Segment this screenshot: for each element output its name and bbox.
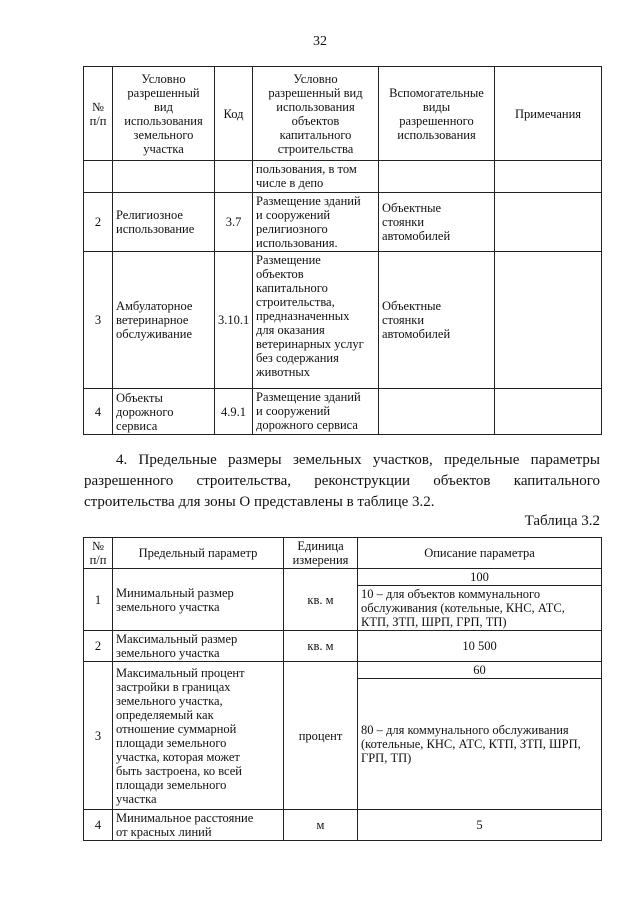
row-objects: Размещение объектов капитального строительства, предназначенных для оказания ветеринарных услуг без содержания животных: [253, 252, 379, 389]
row-notes: [495, 252, 602, 389]
row-num: 4: [84, 810, 113, 841]
table-row: [84, 161, 602, 193]
body-paragraph: 4. Предельные размеры земельных участков, предельные параметры разрешенного строительства, реконструкции объектов капитального строительства для зоны О представлены в таблице 3.2.: [84, 452, 600, 510]
row-num: 4: [84, 389, 113, 435]
row-num: 3: [84, 662, 113, 810]
row-aux: Объектные стоянки автомобилей: [379, 252, 495, 389]
row-desc-b: 10 – для объектов коммунального обслуживания (котельные, КНС, АТС, КТП, ЗТП, ШРП, ГРП, ТП): [358, 586, 602, 631]
row-use: Религиозное использование: [113, 193, 215, 252]
header-auxiliary: Вспомогательные виды разрешенного использования: [379, 67, 495, 161]
row-use: Объекты дорожного сервиса: [113, 389, 215, 435]
row-num: 1: [84, 569, 113, 631]
table-row: [84, 193, 602, 252]
table-row: [84, 631, 602, 662]
table-caption: Таблица 3.2: [524, 513, 600, 529]
table-row: [84, 810, 602, 841]
row-code: 3.10.1: [215, 252, 253, 389]
row-param: Максимальный процент застройки в границах земельного участка, определяемый как отношение суммарной площади земельного участка, которая может быть застроена, ко всей площади земельного участка: [113, 662, 284, 810]
header-desc: Описание параметра: [358, 538, 602, 569]
row-unit: процент: [284, 662, 358, 810]
table-header-row: [84, 67, 602, 161]
row-objects: пользования, в том числе в депо: [253, 161, 379, 193]
row-unit: кв. м: [284, 569, 358, 631]
row-objects: Размещение зданий и сооружений дорожного сервиса: [253, 389, 379, 435]
row-code: 3.7: [215, 193, 253, 252]
header-num: № п/п: [84, 538, 113, 569]
row-desc-a: 60: [358, 662, 602, 679]
header-num: № п/п: [84, 67, 113, 161]
row-num: 2: [84, 631, 113, 662]
row-desc-b: 80 – для коммунального обслуживания (котельные, КНС, АТС, КТП, ЗТП, ШРП, ГРП, ТП): [358, 679, 602, 810]
row-desc: 5: [358, 810, 602, 841]
row-unit: кв. м: [284, 631, 358, 662]
limit-parameters-table: [83, 537, 602, 841]
header-unit: Единица измерения: [284, 538, 358, 569]
header-param: Предельный параметр: [113, 538, 284, 569]
row-aux: [379, 161, 495, 193]
header-conditional-objects: Условно разрешенный вид использования объектов капитального строительства: [253, 67, 379, 161]
row-unit: м: [284, 810, 358, 841]
table-row: [84, 569, 602, 586]
row-notes: [495, 161, 602, 193]
row-code: [215, 161, 253, 193]
row-code: 4.9.1: [215, 389, 253, 435]
row-desc: 10 500: [358, 631, 602, 662]
table-row: [84, 662, 602, 679]
permitted-use-table: [83, 66, 602, 435]
header-conditional-use: Условно разрешенный вид использования земельного участка: [113, 67, 215, 161]
header-notes: Примечания: [495, 67, 602, 161]
row-param: Максимальный размер земельного участка: [113, 631, 284, 662]
row-param: Минимальное расстояние от красных линий: [113, 810, 284, 841]
row-num: 3: [84, 252, 113, 389]
row-num: 2: [84, 193, 113, 252]
row-num: [84, 161, 113, 193]
row-aux: Объектные стоянки автомобилей: [379, 193, 495, 252]
header-code: Код: [215, 67, 253, 161]
row-param: Минимальный размер земельного участка: [113, 569, 284, 631]
row-notes: [495, 389, 602, 435]
table-row: [84, 389, 602, 435]
table-header-row: [84, 538, 602, 569]
table-row: [84, 252, 602, 389]
row-objects: Размещение зданий и сооружений религиозного использования.: [253, 193, 379, 252]
row-use: [113, 161, 215, 193]
row-notes: [495, 193, 602, 252]
page-number: 32: [313, 34, 327, 49]
row-use: Амбулаторное ветеринарное обслуживание: [113, 252, 215, 389]
row-aux: [379, 389, 495, 435]
row-desc-a: 100: [358, 569, 602, 586]
